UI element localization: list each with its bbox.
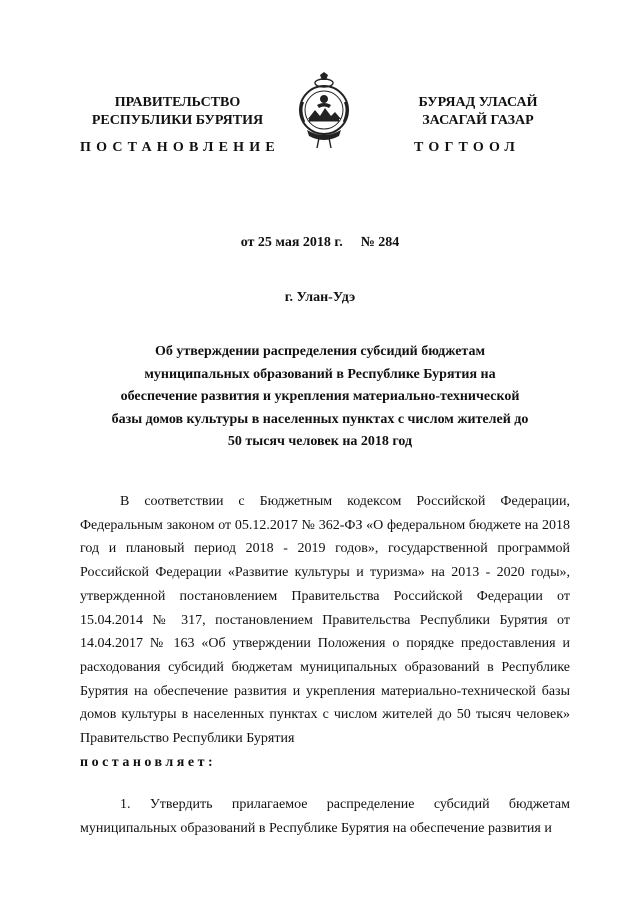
city: г. Улан-Удэ (284, 290, 356, 305)
clause-1: 1. Утвердить прилагаемое распределение субсидий бюджетам муниципальных образований в Республике Бурятия на обеспечение развития и (80, 797, 570, 836)
doc-type-russian: ПОСТАНОВЛЕНИЕ (80, 140, 280, 155)
doc-type-buryat: ТОГТООЛ (414, 140, 521, 155)
document-number: № 284 (360, 235, 400, 250)
issuer-russian (60, 94, 295, 130)
coat-of-arms-icon (295, 72, 353, 150)
date-and-number (0, 235, 640, 251)
issuer-buryat-line1: БУРЯАД УЛАСАЙ (418, 95, 538, 110)
preamble-paragraph: В соответствии с Бюджетным кодексом Российской Федерации, Федеральным законом от 05.12.2017 № 362-ФЗ «О федеральном бюджете на 2018 год и плановый период 2018 - 2019 годов», государственной программой Российской Федерации «Развитие культуры и туризма» на 2013 - 2020 годы», утвержденной постановлением Правительства Российской Федерации от 15.04.2014 № 317, постановлением Правительства Республики Бурятия от 14.04.2017 № 163 «Об утверждении Положения о порядке предоставления и расходования субсидий бюджетам муниципальных образований в Республике Бурятия на обеспечение развития и укрепления материально-технической базы домов культуры в населенных пунктах с числом жителей до 50 тысяч человек» Правительство Республики Бурятия (80, 494, 570, 747)
issuer-russian-line2: РЕСПУБЛИКИ БУРЯТИЯ (91, 113, 264, 128)
issuer-russian-line1: ПРАВИТЕЛЬСТВО (114, 95, 241, 110)
issuer-buryat (378, 94, 578, 130)
document-title: Об утверждении распределения субсидий бюджетам муниципальных образований в Республике Бурятия на обеспечение развития и укрепления материально-технической базы домов культуры в населенных пунктах с числом жителей до 50 тысяч человек на 2018 год (111, 344, 529, 449)
document-date: от 25 мая 2018 г. (240, 235, 343, 250)
preamble-block (80, 490, 570, 774)
decree-word: постановляет: (80, 754, 217, 770)
issuer-buryat-line2: ЗАСАГАЙ ГАЗАР (422, 113, 534, 128)
